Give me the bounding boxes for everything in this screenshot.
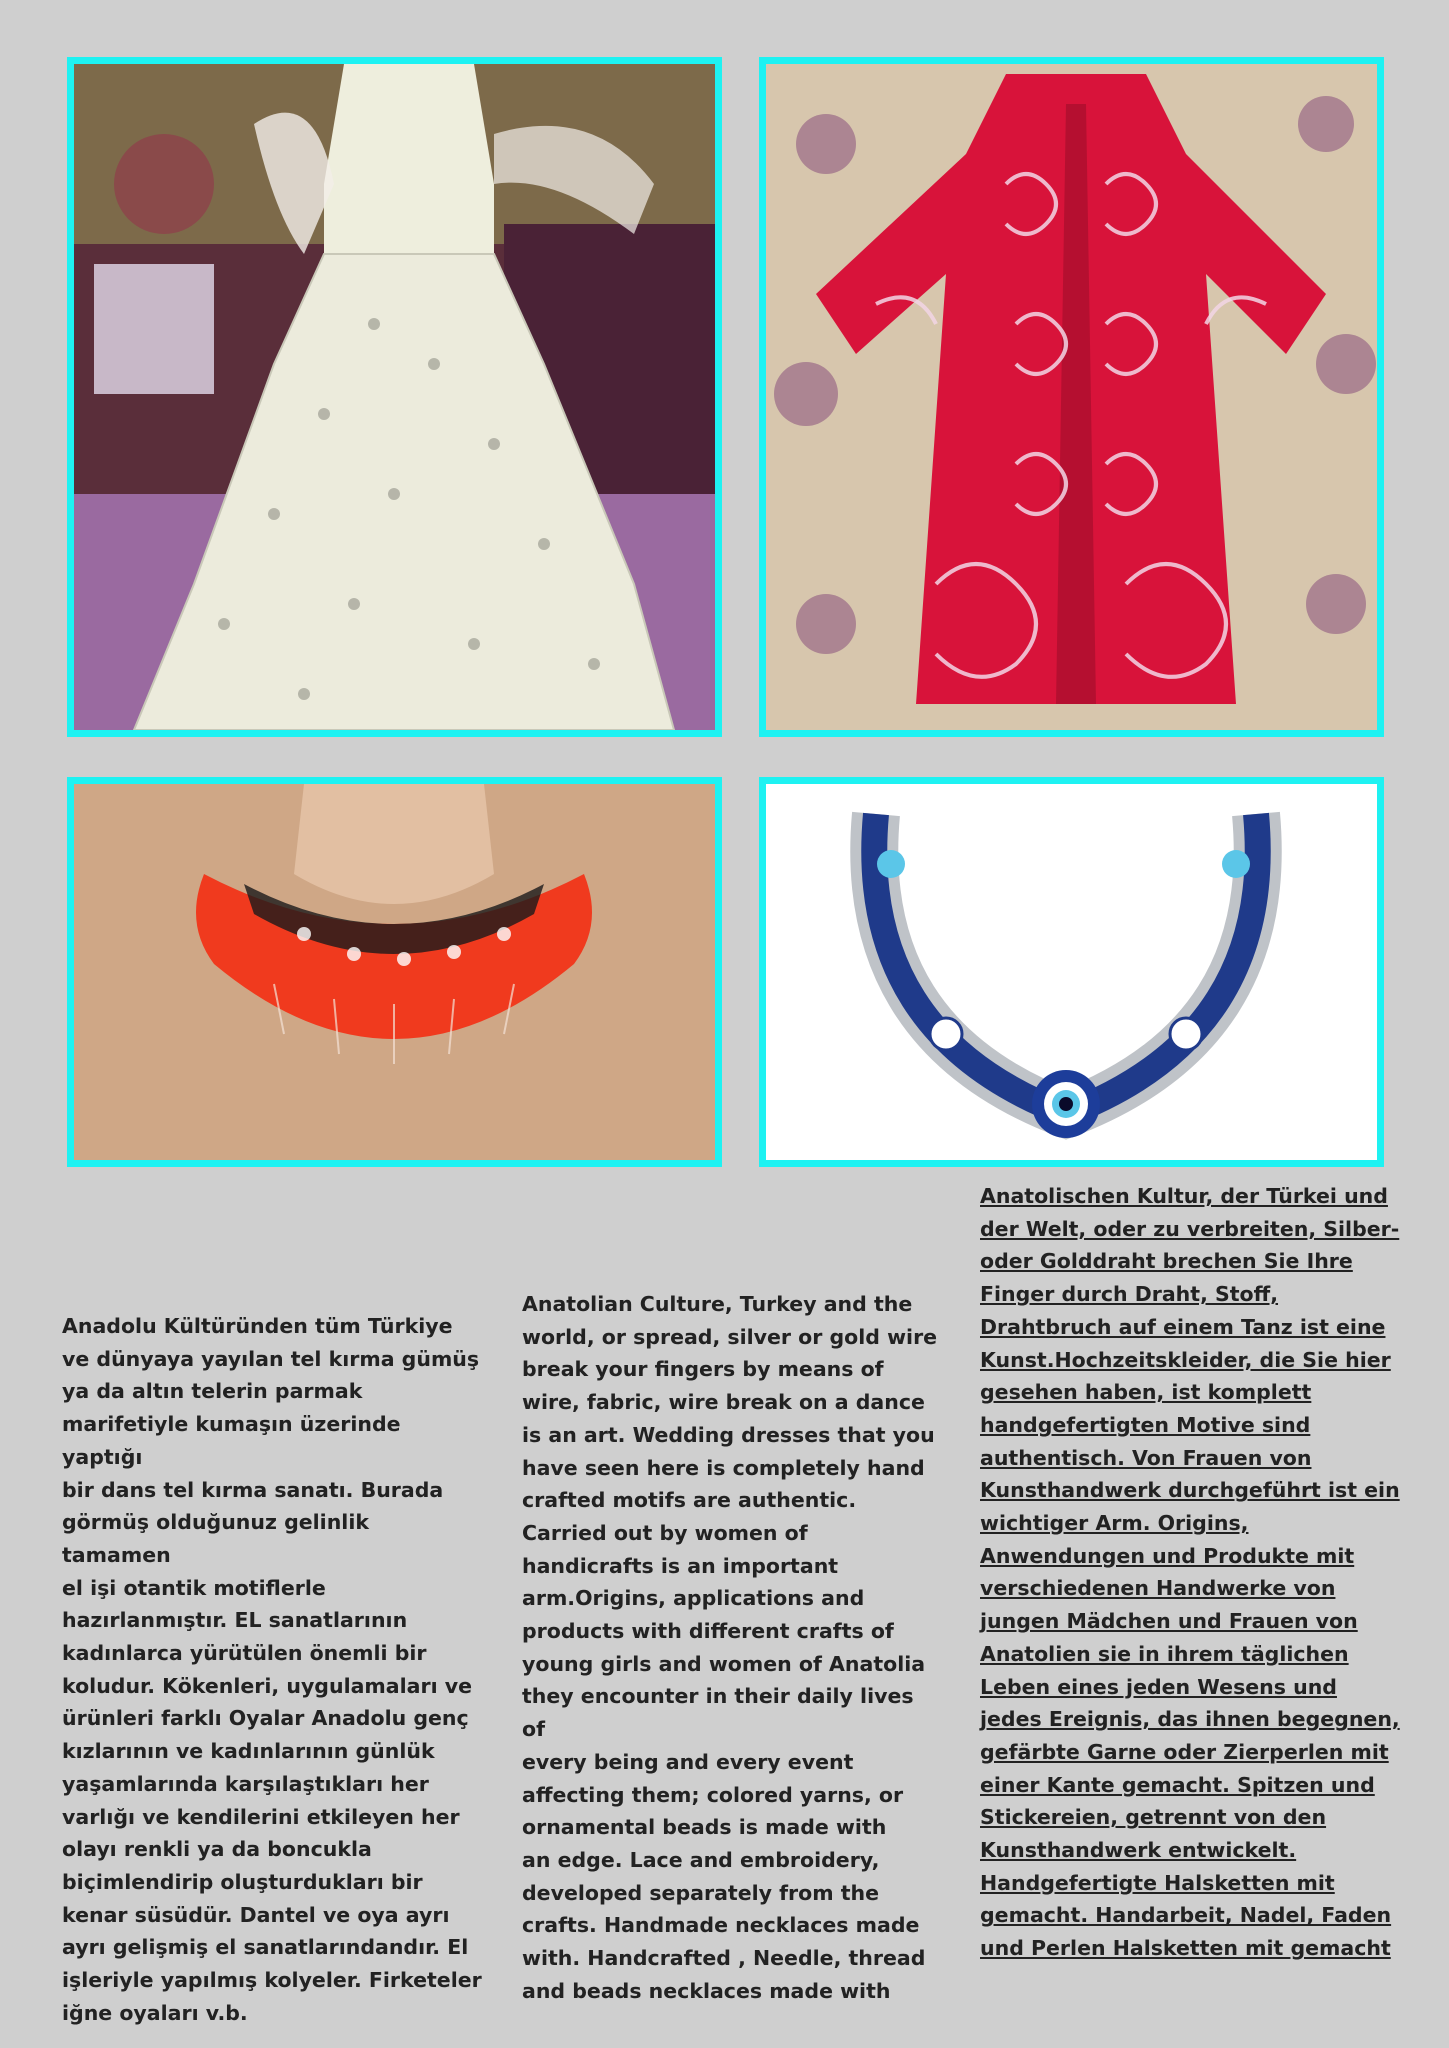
photo-blue-evil-eye-necklace	[759, 777, 1384, 1167]
german-description: Anatolischen Kultur, der Türkei und der Welt, oder zu verbreiten, Silber- oder Golddraht brechen Sie Ihre Finger durch Draht, Stoff, Drahtbruch auf einem Tanz ist eine Kunst.Hochzeitskleider, die Sie hier gesehen haben, ist komplett handgefertigten Motive sind authentisch. Von Frauen von Kunsthandwerk durchgeführt ist ein wichtiger Arm. Origins, Anwendungen und Produkte mit verschiedenen Handwerke von jungen Mädchen und Frauen von Anatolien sie in ihrem täglichen Leben eines jeden Wesens und jedes Ereignis, das ihnen begegnen, gefärbte Garne oder Zierperlen mit einer Kante gemacht. Spitzen und Stickereien, getrennt von den Kunsthandwerk entwickelt. Handgefertigte Halsketten mit gemacht. Handarbeit, Nadel, Faden und Perlen Halsketten mit gemacht	[980, 1184, 1400, 1961]
red-embroidered-dress-illustration	[766, 64, 1377, 730]
english-description: Anatolian Culture, Turkey and the world, or spread, silver or gold wire break your fingers by means of wire, fabric, wire break on a dance is an art. Wedding dresses that you have seen here is completely hand crafted motifs are authentic. Carried out by women of handicrafts is an important arm.Origins, applications and products with different crafts of young girls and women of Anatolia they encounter in their daily lives of every being and every event affecting them; colored yarns, or ornamental beads is made with an edge. Lace and embroidery, developed separately from the crafts. Handmade necklaces made with. Handcrafted , Needle, thread and beads necklaces made with	[522, 1292, 938, 2003]
white-wedding-dress-illustration	[74, 64, 715, 730]
turkish-description: Anadolu Kültüründen tüm Türkiye ve dünyaya yayılan tel kırma gümüş ya da altın telerin parmak marifetiyle kumaşın üzerinde yaptığı bir dans tel kırma sanatı. Burada görmüş olduğunuz gelinlik tamamen el işi otantik motiflerle hazırlanmıştır. EL sanatlarının kadınlarca yürütülen önemli bir koludur. Kökenleri, uygulamaları ve ürünleri farklı Oyalar Anadolu genç kızlarının ve kadınlarının günlük yaşamlarında karşılaştıkları her varlığı ve kendilerini etkileyen her olayı renkli ya da boncukla biçimlendirip oluşturdukları bir kenar süsüdür. Dantel ve oya ayrı ayrı gelişmiş el sanatlarındandır. El işleriyle yapılmış kolyeler. Firketeler iğne oyaları v.b.	[62, 1314, 482, 2025]
photo-red-embroidered-dress	[759, 57, 1384, 737]
photo-red-oya-necklace	[67, 777, 722, 1167]
blue-evil-eye-necklace-illustration	[766, 784, 1377, 1160]
photo-white-wedding-dress	[67, 57, 722, 737]
red-oya-necklace-illustration	[74, 784, 715, 1160]
